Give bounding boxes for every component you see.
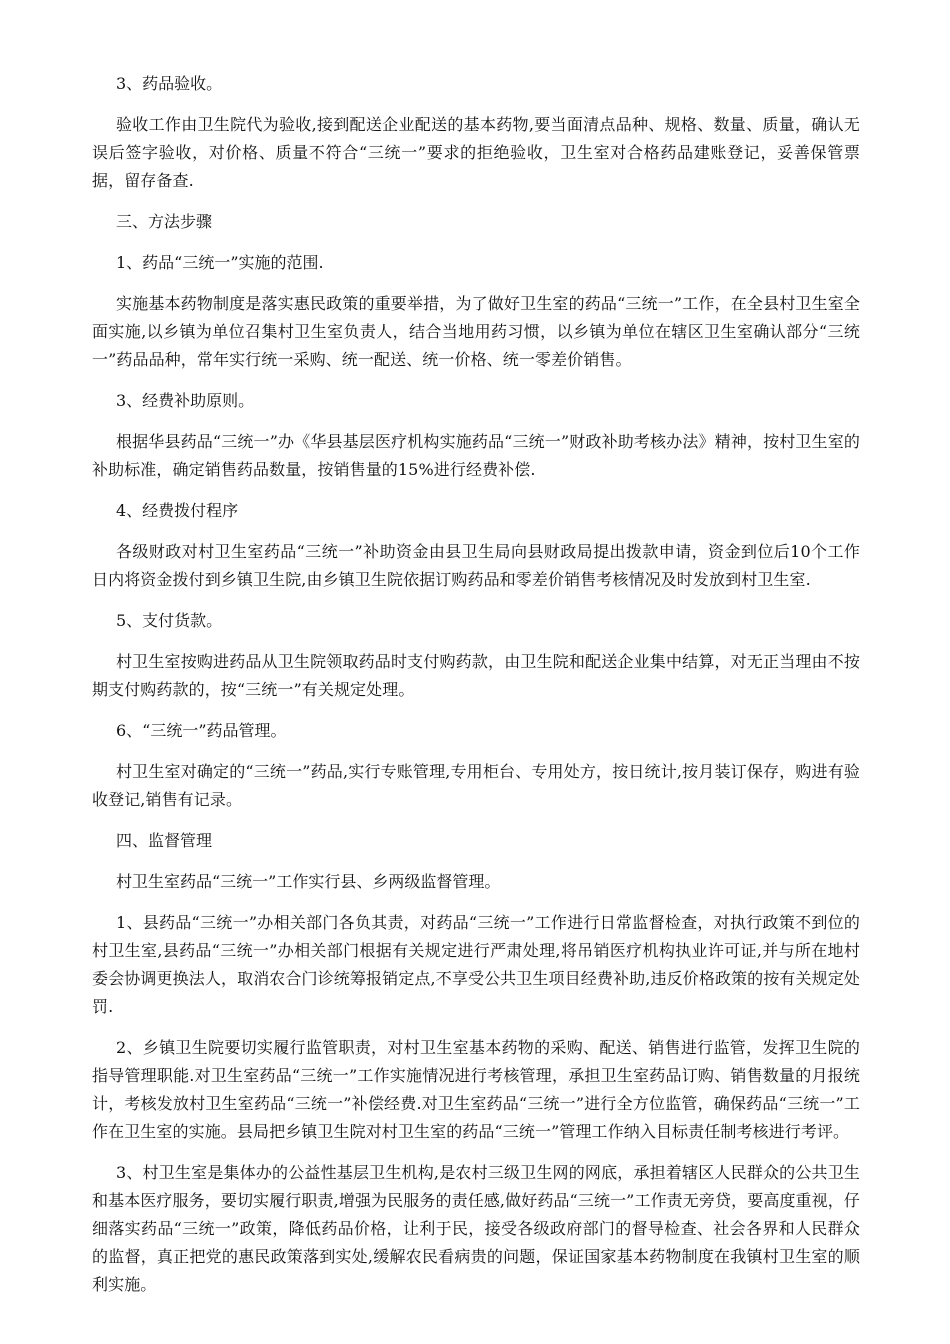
paragraph-township-supervision: 2、乡镇卫生院要切实履行监管职责，对村卫生室基本药物的采购、配送、销售进行监管，发挥卫生院的指导管理职能.对卫生室药品“三统一”工作实施情况进行考核管理，承担卫生室药品订购、销售数量的月报统计，考核发放村卫生室药品“三统一”补偿经费.对卫生室药品“三统一”进行全方位监管，确保药品“三统一”工作在卫生室的实施。县局把乡镇卫生院对村卫生室的药品“三统一”管理工作纳入目标责任制考核进行考评。	[92, 1038, 860, 1141]
heading-methods-steps: 三、方法步骤	[116, 212, 213, 231]
paragraph-funding-procedure: 各级财政对村卫生室药品“三统一”补助资金由县卫生局向县财政局提出拨款申请，资金到位后10个工作日内将资金拨付到乡镇卫生院,由乡镇卫生院依据订购药品和零差价销售考核情况及时发放到村卫生室.	[92, 542, 860, 589]
heading-subsidy-principle: 3、经费补助原则。	[116, 391, 255, 410]
paragraph-payment: 村卫生室按购进药品从卫生院领取药品时支付购药款，由卫生院和配送企业集中结算，对无正当理由不按期支付购药款的，按“三统一”有关规定处理。	[92, 652, 860, 699]
paragraph-county-supervision: 1、县药品“三统一”办相关部门各负其责，对药品“三统一”工作进行日常监督检查，对执行政策不到位的村卫生室,县药品“三统一”办相关部门根据有关规定进行严肃处理,将吊销医疗机构执业许可证,并与所在地村委会协调更换法人，取消农合门诊统筹报销定点,不享受公共卫生项目经费补助,违反价格政策的按有关规定处罚.	[92, 913, 860, 1016]
paragraph-implementation-scope: 实施基本药物制度是落实惠民政策的重要举措，为了做好卫生室的药品“三统一”工作，在全县村卫生室全面实施,以乡镇为单位召集村卫生室负责人，结合当地用药习惯，以乡镇为单位在辖区卫生室确认部分“三统一”药品品种，常年实行统一采购、统一配送、统一价格、统一零差价销售。	[92, 294, 860, 369]
heading-funding-procedure: 4、经费拨付程序	[116, 501, 239, 520]
heading-implementation-scope: 1、药品“三统一”实施的范围.	[116, 253, 324, 272]
paragraph-village-clinic-duty: 3、村卫生室是集体办的公益性基层卫生机构,是农村三级卫生网的网底，承担着辖区人民群众的公共卫生和基本医疗服务，要切实履行职责,增强为民服务的责任感,做好药品“三统一”工作责无旁贷，要高度重视，仔细落实药品“三统一”政策，降低药品价格，让利于民，接受各级政府部门的督导检查、社会各界和人民群众的监督，真正把党的惠民政策落到实处,缓解农民看病贵的问题，保证国家基本药物制度在我镇村卫生室的顺利实施。	[92, 1163, 860, 1294]
heading-payment: 5、支付货款。	[116, 611, 223, 630]
paragraph-subsidy-principle: 根据华县药品“三统一”办《华县基层医疗机构实施药品“三统一”财政补助考核办法》精神，按村卫生室的补助标准，确定销售药品数量，按销售量的15%进行经费补偿.	[92, 432, 860, 479]
heading-supervision: 四、监督管理	[116, 831, 213, 850]
heading-drug-management: 6、“三统一”药品管理。	[116, 721, 287, 740]
paragraph-drug-management: 村卫生室对确定的“三统一”药品,实行专账管理,专用柜台、专用处方，按日统计,按月装订保存，购进有验收登记,销售有记录。	[92, 762, 860, 809]
paragraph-supervision-intro: 村卫生室药品“三统一”工作实行县、乡两级监督管理。	[116, 872, 501, 891]
paragraph-acceptance-work: 验收工作由卫生院代为验收,接到配送企业配送的基本药物,要当面清点品种、规格、数量、质量，确认无误后签字验收，对价格、质量不符合“三统一”要求的拒绝验收，卫生室对合格药品建账登记，妥善保管票据，留存备查.	[92, 115, 860, 190]
document-body	[92, 70, 860, 1312]
heading-drug-acceptance: 3、药品验收。	[116, 74, 223, 93]
